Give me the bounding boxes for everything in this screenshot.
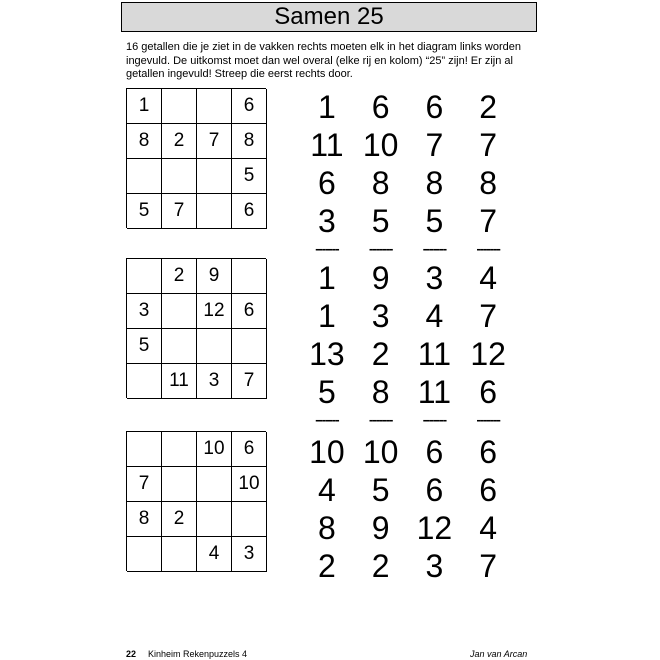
number-set-1	[300, 88, 515, 240]
number-item[interactable]: 8	[425, 165, 444, 201]
separator-dashes: -------	[476, 412, 500, 427]
separator-row	[300, 241, 515, 256]
number-set-3	[300, 433, 515, 585]
number-item[interactable]: 9	[371, 260, 390, 296]
grid-cell[interactable]: 2	[162, 259, 197, 294]
number-row	[300, 259, 515, 297]
separator-dashes: -------	[315, 412, 339, 427]
grid-cell[interactable]: 4	[197, 537, 232, 572]
page-title-box	[121, 2, 537, 32]
number-row	[300, 509, 515, 547]
grid-cell[interactable]	[232, 259, 267, 294]
number-item[interactable]: 1	[317, 298, 336, 334]
number-item[interactable]: 5	[371, 203, 390, 239]
number-item[interactable]: 11	[417, 374, 451, 410]
number-row	[300, 297, 515, 335]
grid-cell[interactable]: 5	[127, 329, 162, 364]
grid-cell[interactable]	[162, 329, 197, 364]
grid-cell[interactable]: 7	[127, 467, 162, 502]
separator-dashes: -------	[368, 241, 393, 256]
grid-cell[interactable]: 10	[232, 467, 267, 502]
puzzle-grid-1	[126, 88, 266, 228]
number-item[interactable]: 9	[371, 510, 390, 546]
grid-cell[interactable]	[127, 364, 162, 399]
grid-cell[interactable]	[197, 467, 232, 502]
number-item[interactable]: 2	[371, 548, 390, 584]
separator-dashes: -------	[476, 241, 500, 256]
number-row	[300, 88, 515, 126]
number-item[interactable]: 6	[425, 472, 444, 508]
puzzle-grid-3	[126, 431, 266, 571]
number-item[interactable]: 4	[479, 510, 498, 546]
number-item[interactable]: 2	[479, 89, 498, 125]
number-item[interactable]: 4	[479, 260, 498, 296]
author-name: Jan van Arcan	[470, 649, 528, 659]
number-item[interactable]: 10	[362, 127, 399, 163]
number-item[interactable]: 7	[479, 298, 498, 334]
grid-cell[interactable]: 2	[162, 124, 197, 159]
grid-cell[interactable]	[232, 502, 267, 537]
puzzle-grid-2	[126, 258, 266, 398]
number-item[interactable]: 2	[371, 336, 390, 372]
number-item[interactable]: 8	[317, 510, 336, 546]
number-item[interactable]: 7	[425, 127, 444, 163]
number-item[interactable]: 2	[317, 548, 336, 584]
number-item[interactable]: 12	[416, 510, 453, 546]
number-row	[300, 433, 515, 471]
number-item[interactable]: 10	[309, 434, 345, 470]
number-item[interactable]: 6	[425, 434, 444, 470]
number-item[interactable]: 3	[371, 298, 390, 334]
grid-cell[interactable]: 11	[162, 364, 197, 399]
number-item[interactable]: 6	[425, 89, 444, 125]
number-item[interactable]: 8	[371, 165, 390, 201]
grid-cell[interactable]: 6	[232, 432, 267, 467]
grid-cell[interactable]: 10	[197, 432, 232, 467]
grid-cell[interactable]	[197, 502, 232, 537]
grid-cell[interactable]	[127, 432, 162, 467]
book-title: Kinheim Rekenpuzzels 4	[148, 649, 248, 659]
grid-cell[interactable]	[162, 159, 197, 194]
grid-cell[interactable]	[162, 432, 197, 467]
grid-cell[interactable]: 2	[162, 502, 197, 537]
grid-cell[interactable]: 3	[197, 364, 232, 399]
grid-cell[interactable]	[197, 159, 232, 194]
grid-cell[interactable]: 7	[232, 364, 267, 399]
number-item[interactable]: 5	[317, 374, 336, 410]
number-item[interactable]: 10	[362, 434, 399, 470]
grid-cell[interactable]: 8	[127, 124, 162, 159]
grid-cell[interactable]: 6	[232, 294, 267, 329]
number-item[interactable]: 13	[309, 336, 345, 372]
grid-cell[interactable]: 1	[127, 89, 162, 124]
grid-cell[interactable]: 7	[162, 194, 197, 229]
number-item[interactable]: 11	[310, 127, 344, 163]
number-item[interactable]: 6	[479, 472, 498, 508]
number-row	[300, 373, 515, 411]
number-row	[300, 164, 515, 202]
grid-cell[interactable]: 6	[232, 194, 267, 229]
separator-row	[300, 412, 515, 427]
grid-cell[interactable]	[162, 467, 197, 502]
grid-cell[interactable]: 5	[232, 159, 267, 194]
number-item[interactable]: 6	[371, 89, 390, 125]
grid-cell[interactable]: 8	[232, 124, 267, 159]
number-item[interactable]: 8	[371, 374, 390, 410]
number-item[interactable]: 5	[425, 203, 444, 239]
number-row	[300, 126, 515, 164]
separator-dashes: -------	[315, 241, 339, 256]
number-item[interactable]: 7	[479, 548, 498, 584]
number-row	[300, 202, 515, 240]
number-item[interactable]: 6	[479, 374, 498, 410]
number-row	[300, 471, 515, 509]
grid-cell[interactable]: 9	[197, 259, 232, 294]
number-item[interactable]: 11	[417, 336, 451, 372]
page-number: 22	[126, 649, 137, 659]
number-row	[300, 335, 515, 373]
grid-cell[interactable]: 6	[232, 89, 267, 124]
separator-dashes: -------	[368, 412, 393, 427]
number-item[interactable]: 7	[479, 203, 498, 239]
number-item[interactable]: 5	[371, 472, 390, 508]
grid-cell[interactable]	[232, 329, 267, 364]
number-item[interactable]: 12	[470, 336, 506, 372]
number-item[interactable]: 3	[317, 203, 336, 239]
number-item[interactable]: 1	[317, 260, 336, 296]
number-item[interactable]: 4	[317, 472, 336, 508]
number-item[interactable]: 7	[479, 127, 498, 163]
grid-cell[interactable]: 3	[232, 537, 267, 572]
number-item[interactable]: 8	[479, 165, 498, 201]
grid-cell[interactable]	[162, 537, 197, 572]
number-item[interactable]: 3	[425, 260, 444, 296]
grid-cell[interactable]: 7	[197, 124, 232, 159]
number-item[interactable]: 6	[479, 434, 498, 470]
grid-cell[interactable]	[127, 259, 162, 294]
grid-cell[interactable]: 12	[197, 294, 232, 329]
grid-cell[interactable]: 8	[127, 502, 162, 537]
page-title: Samen 25	[274, 3, 384, 30]
instructions-text: 16 getallen die je ziet in de vakken rechts moeten elk in het diagram links worden ingevuld. De uitkomst moet dan wel overal (elke rij en kolom) “25” zijn! Er zijn al getallen ingevuld! Streep die eerst rechts door.	[126, 41, 522, 80]
number-item[interactable]: 1	[317, 89, 336, 125]
number-item[interactable]: 4	[425, 298, 444, 334]
grid-cell[interactable]	[197, 329, 232, 364]
separator-dashes: -------	[422, 412, 447, 427]
grid-cell[interactable]: 5	[127, 194, 162, 229]
grid-cell[interactable]	[162, 294, 197, 329]
grid-cell[interactable]	[197, 194, 232, 229]
grid-cell[interactable]	[127, 537, 162, 572]
grid-cell[interactable]	[127, 159, 162, 194]
number-set-2	[300, 259, 515, 411]
number-item[interactable]: 6	[317, 165, 336, 201]
grid-cell[interactable]: 3	[127, 294, 162, 329]
grid-cell[interactable]	[197, 89, 232, 124]
number-item[interactable]: 3	[425, 548, 444, 584]
separator-dashes: -------	[422, 241, 447, 256]
grid-cell[interactable]	[162, 89, 197, 124]
number-row	[300, 547, 515, 585]
